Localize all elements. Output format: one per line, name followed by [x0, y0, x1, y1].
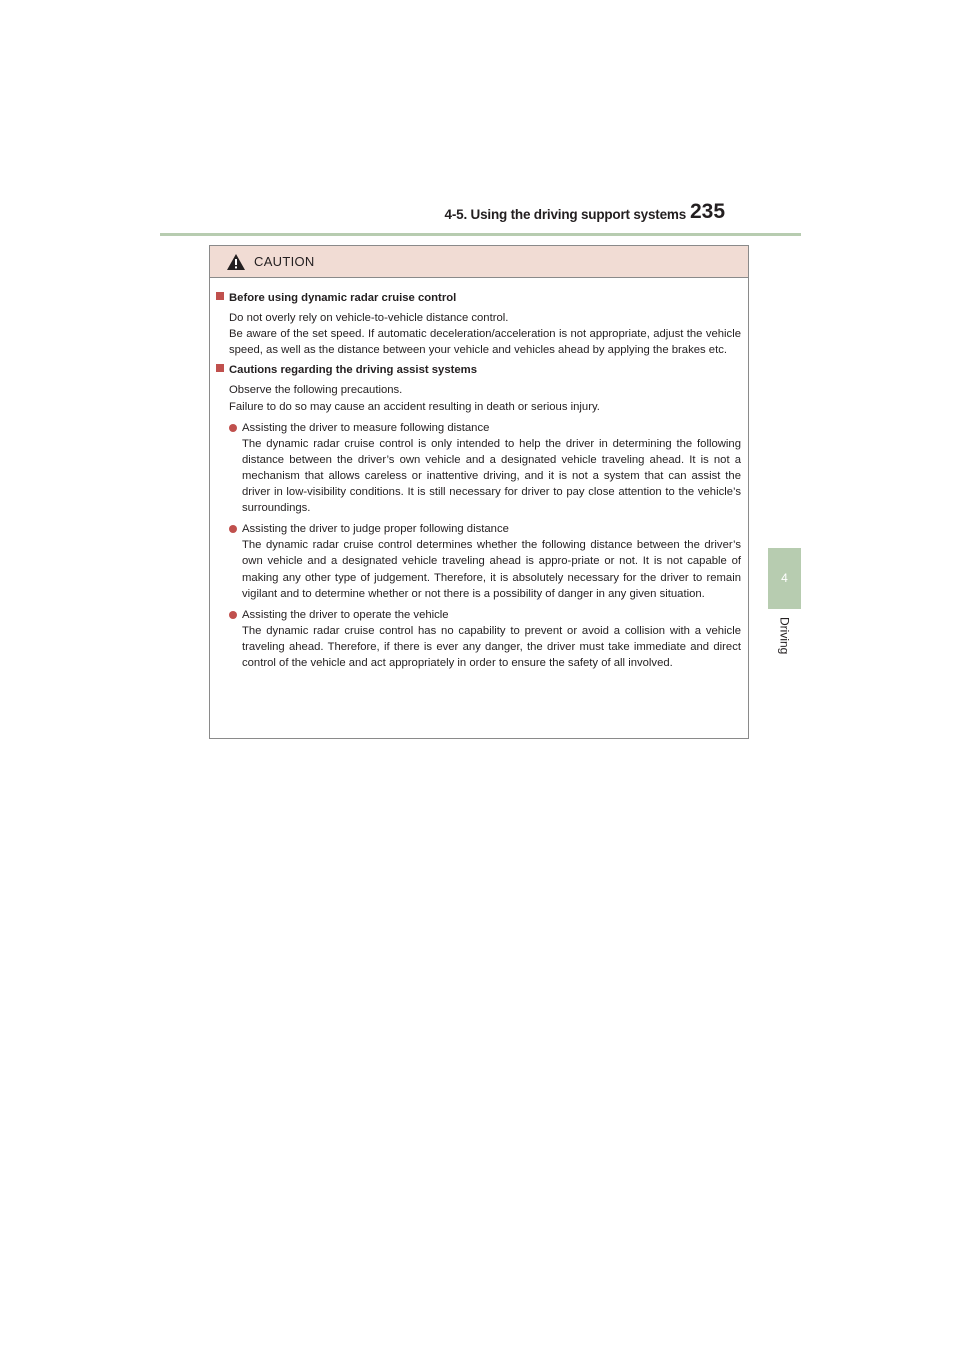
caution-section — [216, 362, 741, 671]
list-item-content — [242, 607, 741, 671]
paragraph: Observe the following precautions. — [229, 384, 403, 397]
square-bullet-icon — [216, 292, 224, 300]
chapter-tab: 4 — [768, 548, 801, 609]
paragraph: Failure to do so may cause an accident resulting in death or serious injury. — [229, 400, 600, 413]
header-rule — [160, 233, 801, 236]
section-heading-text: Cautions regarding the driving assist systems — [229, 364, 477, 377]
paragraph: Be aware of the set speed. If automatic deceleration/acceleration is not appropriate, adjust the vehicle speed, as well as the distance between your vehicle and vehicles ahead by applying the brakes etc. — [229, 328, 741, 357]
page-number: 235 — [690, 200, 726, 223]
list-item-title: Assisting the driver to operate the vehicle — [242, 608, 449, 621]
list-item — [216, 521, 741, 601]
list-item-text: The dynamic radar cruise control has no capability to prevent or avoid a collision with a vehicle traveling ahead. Therefore, if there is ever any danger, the driver must take immediate and direct control of the vehicle and act appropriately in order to ensure the safety of all involved. — [242, 624, 741, 669]
caution-box — [209, 245, 749, 739]
round-bullet-icon — [229, 525, 237, 533]
round-bullet-icon — [229, 611, 237, 619]
page-header-section: 4-5. Using the driving support systems — [444, 207, 686, 222]
list-item — [216, 607, 741, 671]
caution-header — [210, 246, 748, 278]
list-item-text: The dynamic radar cruise control determines whether the following distance between the driver’s own vehicle and a designated vehicle traveling ahead is appro-priate or not. It is not capable of making any other type of judgement. Therefore, it is absolutely necessary for the driver to remain vigilant and to determine whether or not there is a possibility of danger in any given situation. — [242, 539, 741, 600]
section-heading-text: Before using dynamic radar cruise control — [229, 292, 457, 304]
round-bullet-icon — [229, 424, 237, 432]
list-item-content — [242, 420, 741, 517]
list-item-content — [242, 521, 741, 601]
list-item-title: Assisting the driver to judge proper following distance — [242, 523, 509, 536]
caution-title: CAUTION — [254, 254, 315, 269]
caution-section — [216, 290, 741, 358]
section-heading — [216, 290, 741, 306]
list-item-title: Assisting the driver to measure following distance — [242, 421, 490, 434]
list-item — [216, 420, 741, 517]
list-item-text: The dynamic radar cruise control is only intended to help the driver in determining the following distance between the driver’s own vehicle and a designated vehicle traveling ahead. It is not a mechanism that allows careless or inattentive driving, and it is not a system that can assist the driver in low-visibility conditions. It is still necessary for driver to pay close attention to the vehicle’s surroundings. — [242, 437, 741, 515]
warning-triangle-icon — [226, 253, 246, 271]
chapter-label: Driving — [777, 617, 792, 655]
square-bullet-icon — [216, 364, 224, 372]
section-heading — [216, 362, 741, 378]
paragraph: Do not overly rely on vehicle-to-vehicle distance control. — [229, 312, 509, 325]
caution-body — [210, 278, 748, 671]
